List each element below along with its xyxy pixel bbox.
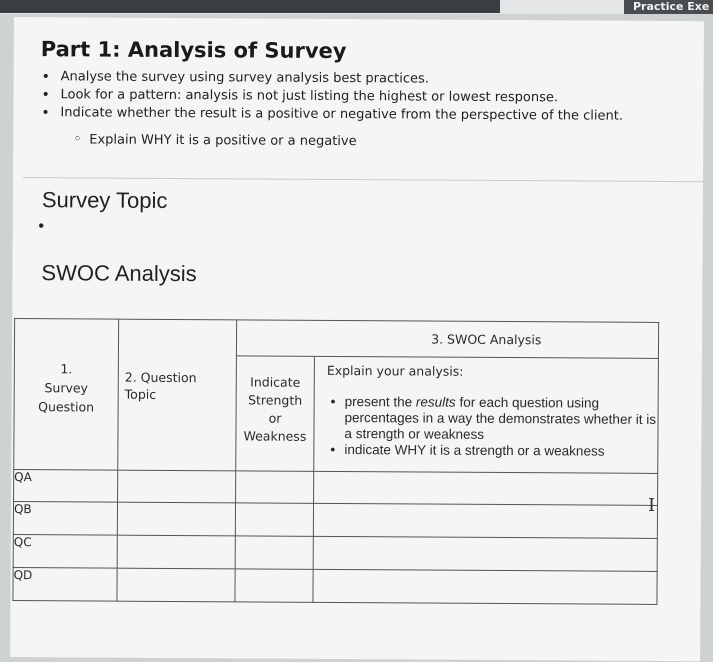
browser-top-bar xyxy=(0,0,710,14)
document-page xyxy=(10,17,704,661)
explain-bullets xyxy=(314,394,657,460)
table-cell[interactable] xyxy=(313,503,657,538)
row-label-qd: QD xyxy=(13,568,117,602)
swoc-table xyxy=(12,318,659,605)
list-item: • Indicate whether the result is a positive or negative from the perspective of the client. xyxy=(41,104,623,126)
table-cell[interactable] xyxy=(117,535,235,569)
table-cell[interactable] xyxy=(313,569,657,604)
list-item: • indicate WHY it is a strength or a weakness xyxy=(344,442,657,460)
swoc-heading: SWOC Analysis xyxy=(41,260,197,287)
list-item: • Look for a pattern: analysis is not just listing the highest or lowest response. xyxy=(41,86,623,108)
table-cell[interactable] xyxy=(117,502,235,536)
section-divider xyxy=(23,177,703,182)
survey-question-header: 1. Survey Question xyxy=(14,319,119,471)
list-item: • Analyse the survey using survey analysis best practices. xyxy=(42,68,624,90)
table-cell[interactable] xyxy=(313,536,657,571)
practice-exercise-button[interactable]: Practice Exe xyxy=(624,0,713,14)
table-cell[interactable] xyxy=(236,471,314,503)
table-cell[interactable] xyxy=(235,536,313,569)
explain-analysis-header xyxy=(314,356,659,473)
row-label-qa: QA xyxy=(14,470,118,503)
top-bar-dark-region xyxy=(0,0,500,13)
survey-topic-heading: Survey Topic xyxy=(41,187,168,213)
table-cell[interactable] xyxy=(235,503,313,536)
row-label-qc: QC xyxy=(13,535,117,569)
explain-title: Explain your analysis: xyxy=(326,362,464,379)
swoc-analysis-header: 3. SWOC Analysis xyxy=(314,320,658,358)
list-item: ◦ Explain WHY it is a positive or a negative xyxy=(73,131,356,151)
list-item: • present the results for each question using percentages in a way the demonstrates whether it is a strength or weakness xyxy=(344,394,657,444)
question-topic-header: 2. Question Topic xyxy=(118,319,237,471)
sub-instruction-list xyxy=(73,131,356,151)
table-cell[interactable] xyxy=(314,471,658,505)
text-cursor-icon: I xyxy=(648,495,656,516)
row-label-qb: QB xyxy=(13,502,117,536)
strength-weakness-header: Indicate Strength or Weakness xyxy=(236,356,315,471)
table-cell[interactable] xyxy=(118,470,236,503)
empty-bullet[interactable]: • xyxy=(36,217,46,236)
table-cell[interactable] xyxy=(117,568,235,602)
page-title: Part 1: Analysis of Survey xyxy=(40,37,347,64)
table-cell[interactable] xyxy=(235,569,313,602)
instruction-list xyxy=(41,68,623,126)
